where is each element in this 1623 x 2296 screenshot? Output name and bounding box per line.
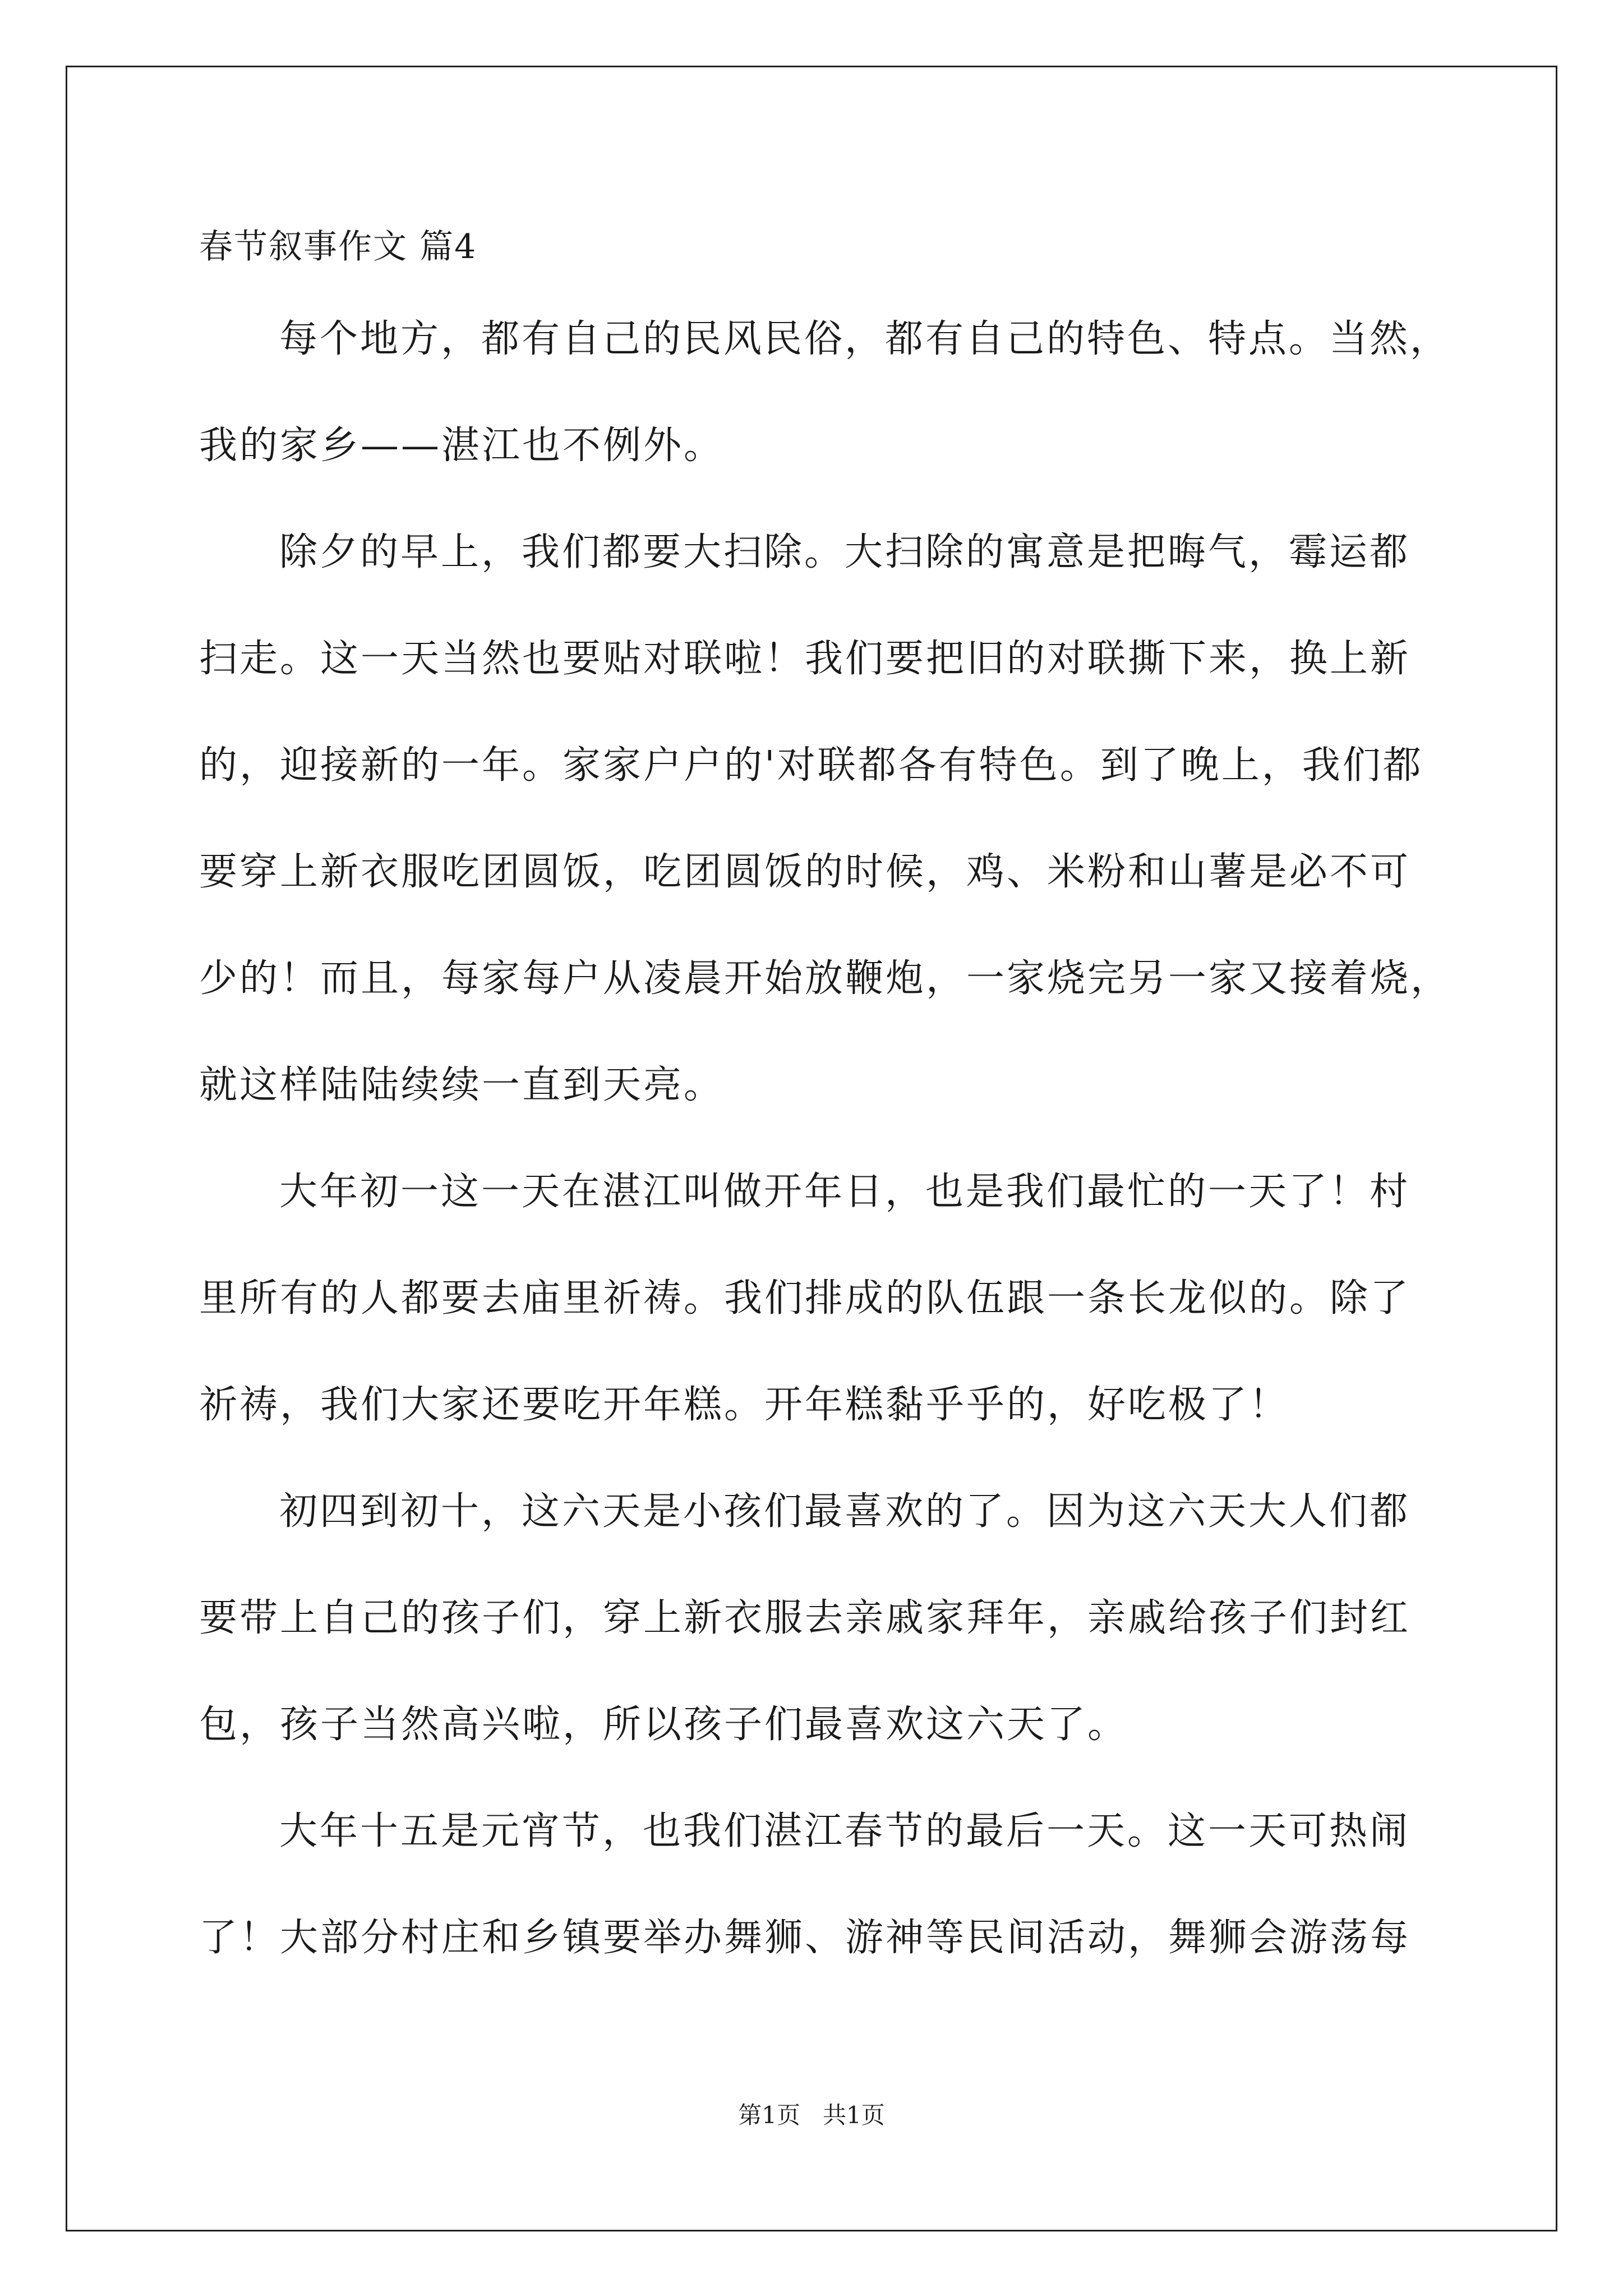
paragraph-line: 每个地方，都有自己的民风民俗，都有自己的特色、特点。当然，: [279, 317, 1451, 361]
document-title: 春节叙事作文 篇4: [199, 227, 477, 266]
paragraph-line: 了！大部分村庄和乡镇要举办舞狮、游神等民间活动，舞狮会游荡每: [199, 1916, 1411, 1960]
paragraph-line: 包，孩子当然高兴啦，所以孩子们最喜欢这六天了。: [199, 1703, 1128, 1747]
paragraph-line: 要带上自己的孩子们，穿上新衣服去亲戚家拜年，亲戚给孩子们封红: [199, 1596, 1411, 1640]
paragraph-line: 初四到初十，这六天是小孩们最喜欢的了。因为这六天大人们都: [279, 1489, 1410, 1534]
paragraph-line: 里所有的人都要去庙里祈祷。我们排成的队伍跟一条长龙似的。除了: [199, 1276, 1411, 1320]
page-border: [66, 66, 1557, 2231]
paragraph-line: 除夕的早上，我们都要大扫除。大扫除的寓意是把晦气，霉运都: [279, 530, 1410, 574]
paragraph-line: 扫走。这一天当然也要贴对联啦！我们要把旧的对联撕下来，换上新: [199, 637, 1411, 681]
paragraph-line: 我的家乡——湛江也不例外。: [199, 424, 725, 468]
paragraph-line: 要穿上新衣服吃团圆饭，吃团圆饭的时候，鸡、米粉和山薯是必不可: [199, 850, 1411, 894]
paragraph-line: 少的！而且，每家每户从凌晨开始放鞭炮，一家烧完另一家又接着烧，: [199, 956, 1451, 1001]
page-number-footer: 第1页 共1页: [738, 2101, 885, 2129]
paragraph-line: 大年十五是元宵节，也我们湛江春节的最后一天。这一天可热闹: [279, 1809, 1410, 1853]
paragraph-line: 祈祷，我们大家还要吃开年糕。开年糕黏乎乎的，好吃极了！: [199, 1383, 1290, 1427]
paragraph-line: 大年初一这一天在湛江叫做开年日，也是我们最忙的一天了！村: [279, 1170, 1410, 1214]
paragraph-line: 的，迎接新的一年。家家户户的'对联都各有特色。到了晚上，我们都: [199, 743, 1423, 788]
paragraph-line: 就这样陆陆续续一直到天亮。: [199, 1063, 725, 1107]
